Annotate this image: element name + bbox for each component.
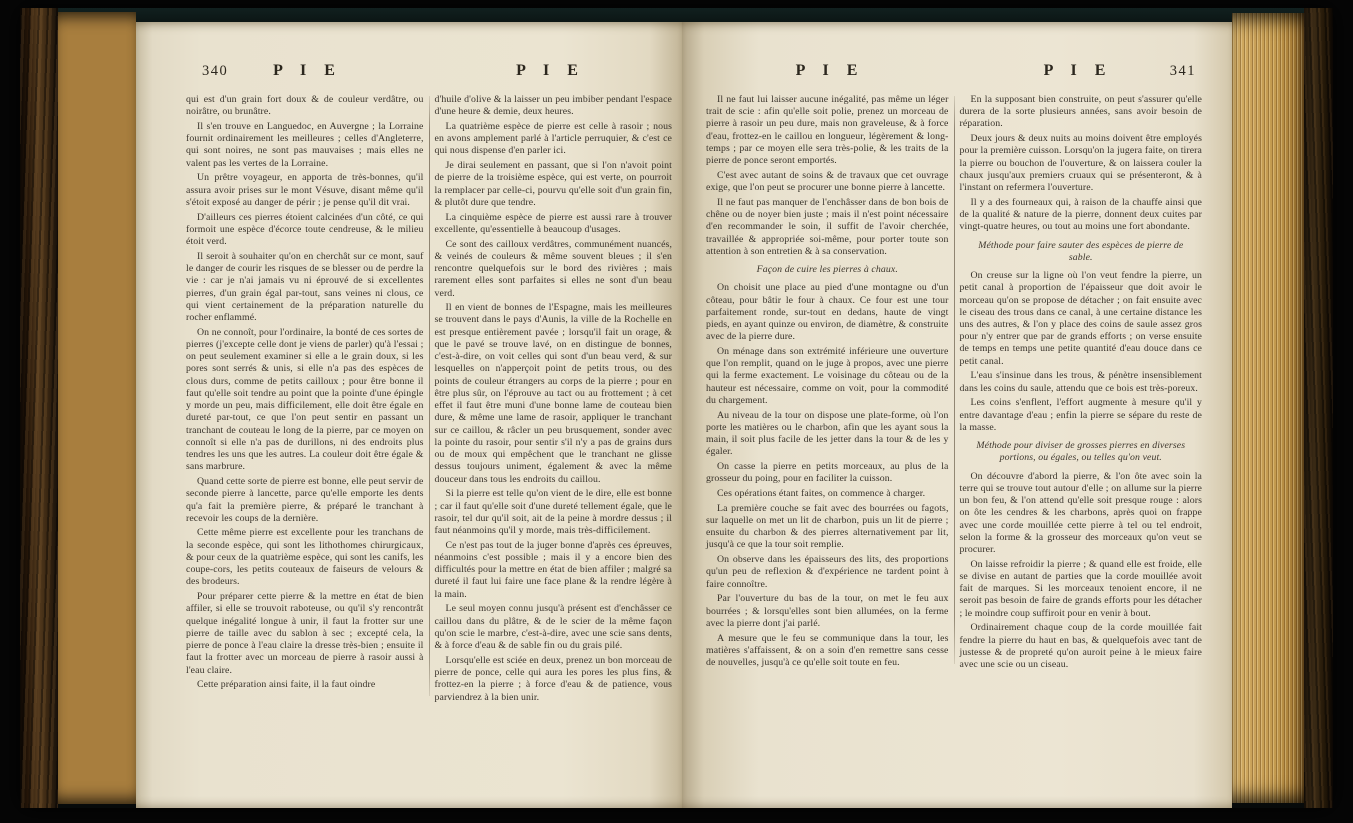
page-341: [682, 22, 1232, 808]
page-341-column-2: [960, 94, 1203, 674]
paragraph: Les coins s'enflent, l'effort augmente à mesure qu'il y entre davantage d'eau ; enfin la pierre se sépare du reste de la masse.: [959, 397, 1202, 433]
column-divider-rule: [954, 96, 955, 664]
paragraph: Lorsqu'elle est sciée en deux, prenez un bon morceau de pierre de ponce, celle qui aura les pores les plus fins, & frottez-en la pierre ; à force d'eau & de patience, vous parviendrez à la bien unir.: [434, 654, 672, 703]
paragraph: Il seroit à souhaiter qu'on en cherchât sur ce mont, sauf le danger de courir les risques de se blesser ou de perdre la vie : car je n'ai jamais vu ni éprouvé de si excellentes pierres, d'un grain égal par-tout, sans veines ni clous, ce qui vient certainement de la préparation naturelle du rocher enflammé.: [186, 250, 424, 323]
paragraph: Ces opérations étant faites, on commence à charger.: [717, 488, 926, 500]
paragraph: On découvre d'abord la pierre, & l'on ôte avec soin la terre qui se trouve tout autour d'elle ; on allume sur la pierre un bon feu, & l'on attend qu'elle soit presque rouge : alors on ôte les cendres & les charbons, après quoi on frappe avec une corde mouillée cette pierre à tel ou tel endroit, selon la forme & la grosseur des morceaux qu'on veut se procurer.: [959, 470, 1202, 555]
paragraph: La quatrième espèce de pierre est celle à rasoir ; nous en avons amplement parlé à l'article perruquier, & c'est ce qui nous dispense d'en parler ici.: [434, 120, 672, 157]
paragraph: On ne connoît, pour l'ordinaire, la bonté de ces sortes de pierres (j'excepte celle dont je viens de parler) qu'à l'essai ; on peut seulement examiner si elle a le grain doux, si les pores sont serrés & unis, si elle n'a pas des espèces de clous durs, comme de petits cailloux ; pour être bonne il faut qu'elle soit tendre au point que la pointe d'une épingle y morde un peu, mais difficilement, elle doit être égale en dureté par-tout, ce que l'on peut sentir en passant un tranchant de couteau le long de la pierre, par ce moyen on connoît si elle n'a pas de durillons, ni des endroits plus tendres les uns que les autres. La couleur doit être égale & sans marbrure.: [186, 326, 424, 473]
paragraph: Au niveau de la tour on dispose une plate-forme, où l'on porte les matières ou le charbon, afin que les ayant sous la main, il soit plus facile de les jetter dans la tour & de les y égaler.: [706, 409, 949, 458]
paragraph: Ce sont des cailloux verdâtres, communément nuancés, & veinés de couleurs & même souvent bleues ; il s'en rencontre quelquefois sur le bord des rivières ; mais rarement elles sont parfaites si elles ne sont d'un beau verd.: [434, 238, 672, 299]
paragraph: Ce n'est pas tout de la juger bonne d'après ces épreuves, néanmoins c'est possible ; mais il y a encore bien des difficultés pour la mettre en état de bien affiler ; malgré sa dureté il faut lui faire une face plane & la rendre légère à la main.: [434, 539, 672, 600]
open-book: [20, 8, 1333, 808]
paragraph: A mesure que le feu se communique dans la tour, les matières s'affaissent, & on a soin d'en remettre sans cesse de nouvelles, jusqu'à ce qu'elle soit toute en feu.: [706, 632, 949, 669]
paragraph: Il en vient de bonnes de l'Espagne, mais les meilleures se trouvent dans le pays d'Aunis, la ville de la Rochelle en est presque entièrement pavée ; lorsqu'il fait un orage, & que le pavé se trouve lavé, on en distingue de bonnes, c'est-à-dire, on voit celles qui sont d'un beau verd, & sur lesquelles on n'apperçoit point de petits trous, ou des points de couleur étrangers au corps de la pierre ; pour en être plus sûr, on l'éprouve au tact ou au frottement ; à cet effet il faut être muni d'une bonne lame de couteau bien dure, & même une lame de rasoir, appliquer le tranchant sur ce caillou, & râcler un peu brusquement, sonder avec la pointe du rasoir, pour sentir s'il n'y a pas de grains durs ou de moux qui empêchent que le tranchant ne glisse dessus toujours uniment, également & avec la même douceur dans tous les endroits du caillou.: [434, 302, 672, 485]
page-341-text-block: [706, 94, 1202, 674]
paragraph: En la supposant bien construite, on peut s'assurer qu'elle durera de la sorte plusieurs années, sans avoir besoin de réparation.: [959, 94, 1202, 130]
paragraph: Il s'en trouve en Languedoc, en Auvergne ; la Lorraine fournit ordinairement les meilleures ; celles d'Angleterre, qui sont noires, ne sont pas mauvaises ; mais elles ne valent pas les vertes de la Lorraine.: [186, 120, 424, 169]
page-341-column-1: [706, 94, 949, 674]
running-title: P I E: [795, 62, 865, 79]
paragraph: Un prêtre voyageur, en apporta de très-bonnes, qu'il assura avoir prises sur le mont Vésuve, disant même qu'il s'étoit exposé au danger de périr ; je pense qu'il dit vrai.: [186, 172, 424, 208]
paragraph: La cinquième espèce de pierre est aussi rare à trouver excellente, qu'essentielle à beaucoup d'usages.: [434, 211, 672, 235]
paragraph: Par l'ouverture du bas de la tour, on met le feu aux bourrées ; & lorsqu'elles sont bien allumées, on la ferme avec la pierre dont j'ai parlé.: [706, 593, 949, 629]
page-341-header: [706, 62, 1202, 86]
paragraph: On creuse sur la ligne où l'on veut fendre la pierre, un petit canal à proportion de l'épaisseur que doit avoir le morceau qu'on se propose de détacher ; on fait ensuite avec le ciseau des trous dans ce canal, à une certaine distance les uns des autres, & l'on y place des coins de saule assez gros pour n'y entrer que par de grands efforts ; on verse ensuite de temps en temps une petite quantité d'eau douce dans ce petit canal.: [959, 270, 1202, 367]
running-title: P I E: [516, 62, 585, 79]
paragraph: Je dirai seulement en passant, que si l'on n'avoit point de pierre de la troisième espèce, qui est verte, on pourroit la remplacer par celle-ci, pourvu qu'elle soit d'un grain fin, & plutôt dure que tendre.: [434, 160, 672, 208]
page-number-341: 341: [1169, 63, 1196, 79]
page-340: [136, 22, 682, 808]
paragraph: Quand cette sorte de pierre est bonne, elle peut servir de seconde pierre à lancette, parce qu'elle emporte les dents qu'a fait la première pierre, & préparé le tranchant à recevoir les coups de la dernière.: [186, 476, 424, 524]
paragraph: Cette même pierre est excellente pour les tranchans de la seconde espèce, qui sont les lithothomes chirurgicaux, & pour ceux de la quatrième espèce, qui sont les canifs, les coupe-cors, les petits couteaux de faiseurs de velours & des brodeurs.: [186, 527, 424, 588]
right-fanned-page-edges: [1232, 13, 1304, 803]
paragraph: Si la pierre est telle qu'on vient de le dire, elle est bonne ; car il faut qu'elle soit d'une dureté tellement égale, que le rasoir, tel dur qu'il soit, ait de la peine à mordre dessus ; il faut néanmoins qu'il y morde, mais très-difficilement.: [434, 488, 672, 536]
running-title: P I E: [1043, 62, 1113, 79]
column-divider-rule: [429, 96, 430, 696]
page-number-340: 340: [202, 63, 229, 79]
paragraph: On casse la pierre en petits morceaux, au plus de la grosseur du poing, pour en faciliter la cuisson.: [706, 461, 949, 485]
page-340-column-2: [435, 94, 673, 706]
right-cover-board: [1304, 8, 1333, 808]
page-340-column-1: [186, 94, 424, 706]
paragraph: qui est d'un grain fort doux & de couleur verdâtre, ou noirâtre, ou brunâtre.: [186, 94, 424, 118]
paragraph: Deux jours & deux nuits au moins doivent être employés pour la première cuisson. Lorsqu'on la jugera faite, on tirera la pierre ou bouchon de l'ouverture, & on laissera couler la chaux jusqu'aux premiers cruaux qui se présenteront, & à l'instant on refermera l'ouverture.: [959, 133, 1202, 194]
paragraph: Pour préparer cette pierre & la mettre en état de bien affiler, si elle se trouvoit raboteuse, ou qu'il s'y rencontrât quelque inégalité longue à unir, il faut la frotter sur une pierre de taille avec du sablon à sec ; excepté cela, la pierre de ponce à l'eau claire la dresse très-bien ; ensuite il faut la frotter avec un morceau de pierre à rasoir aussi à l'eau claire.: [186, 591, 424, 676]
paragraph: Cette préparation ainsi faite, il la faut oindre: [197, 679, 376, 691]
paragraph: Il y a des fourneaux qui, à raison de la chauffe ainsi que de la qualité & nature de la pierre, donnent deux cuites par vingt-quatre heures, ou tout au moins une fort abondante.: [959, 196, 1202, 233]
paragraph: Ordinairement chaque coup de la corde mouillée fait fendre la pierre du haut en bas, & quelquefois avec tant de justesse & de propreté qu'on auroit peine à le mieux faire avec une scie ou un ciseau.: [959, 622, 1202, 671]
paragraph: Il ne faut pas manquer de l'enchâsser dans de bon bois de chêne ou de noyer bien juste ; mais il n'est point nécessaire d'en recommander le soin, il suffit de l'avoir cherchée, travaillée & appropriée soi-même, pour porter toute son attention à son entretien & à sa conservation.: [706, 196, 949, 257]
paragraph: C'est avec autant de soins & de travaux que cet ouvrage exige, que l'on peut se procurer une bonne pierre à lancette.: [706, 169, 949, 194]
paragraph: D'ailleurs ces pierres étoient calcinées d'un côté, ce qui formoit une espèce d'écorce toute cendreuse, & le milieu étoit verd.: [186, 211, 424, 248]
left-fanned-page-edges: [58, 12, 136, 804]
paragraph: Il ne faut lui laisser aucune inégalité, pas même un léger trait de scie : afin qu'elle soit polie, prenez un morceau de pierre à rasoir un peu dure, mais non graveleuse, & à force d'eau, frottez-en le caillou en longueur, légèrement & long-temps ; par ce moyen elle sera très-polie, & les traits de la pierre de ponce seront emportés.: [706, 94, 949, 167]
section-heading: Façon de cuire les pierres à chaux.: [756, 264, 898, 276]
paragraph: On observe dans les épaisseurs des lits, des proportions qu'un peu de reflexion & d'expérience ne tardent point à faire connoître.: [706, 554, 949, 590]
paragraph: On laisse refroidir la pierre ; & quand elle est froide, elle se divise en autant de parties que la corde mouillée avoit fait de marques. Si les morceaux tenoient encore, il ne seroit pas besoin de faire de grands efforts pour les détacher ; le moindre coup suffiroit pour en venir à bout.: [959, 558, 1202, 619]
paragraph: L'eau s'insinue dans les trous, & pénètre insensiblement dans les coins du saule, attendu que ce bois est très-poreux.: [959, 370, 1202, 394]
page-340-text-block: [186, 94, 672, 706]
paragraph: On ménage dans son extrémité inférieure une ouverture que l'on remplit, quand on le juge à propos, avec une pierre qui la ferme exactement. Le voisinage du côteau ou de la hauteur est nécessaire, comme on voit, pour la commodité du chargement.: [706, 345, 949, 406]
paragraph: Le seul moyen connu jusqu'à présent est d'enchâsser ce caillou dans du plâtre, & de le scier de la même façon qu'on scie le marbre, c'est-à-dire, avec une scie sans dents, & à force d'eau & de sable fin ou du grais pilé.: [434, 603, 672, 652]
section-heading: Méthode pour faire sauter des espèces de pierre de sable.: [978, 239, 1184, 263]
left-cover-board: [20, 8, 58, 808]
paragraph: La première couche se fait avec des bourrées ou fagots, sur laquelle on met un lit de charbon, puis un lit de pierre ; ensuite du charbon & des pierres alternativement par lit, jusqu'à ce que la tour soit remplie.: [706, 502, 949, 551]
running-title: P I E: [273, 62, 342, 79]
paragraph: d'huile d'olive & la laisser un peu imbiber pendant l'espace d'une heure & demie, deux heures.: [434, 94, 672, 118]
page-340-header: [186, 62, 672, 86]
section-heading: Méthode pour diviser de grosses pierres en diverses portions, ou égales, ou telles qu'on veut.: [976, 440, 1186, 464]
paragraph: On choisit une place au pied d'une montagne ou d'un côteau, pour bâtir le four à chaux. Ce four est une tour parfaitement ronde, sur-tout en dedans, haute de vingt pieds, en ayant quinze ou environ, de diamètre, & construite avec de la pierre dure.: [706, 282, 949, 343]
